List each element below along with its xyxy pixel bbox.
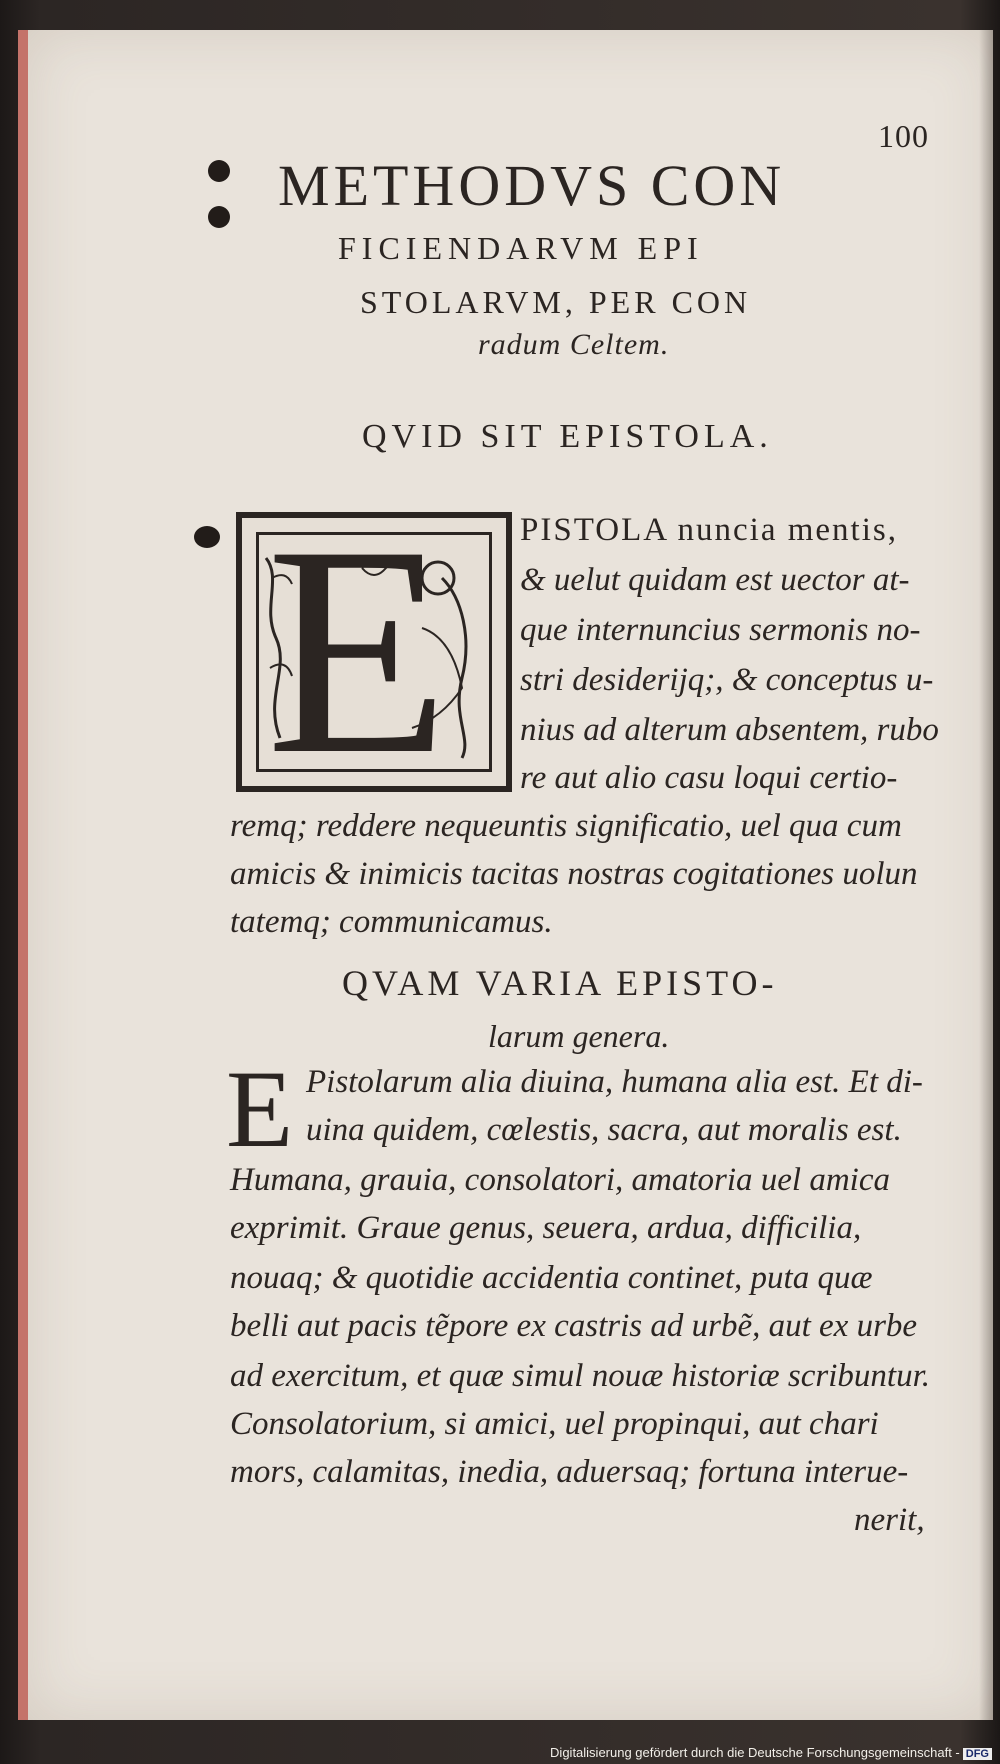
digitization-credit	[550, 1745, 992, 1760]
text-line: belli aut pacis tẽpore ex castris ad urbẽ, aut ex urbe	[230, 1308, 918, 1344]
ink-blot	[208, 206, 230, 228]
text-line: re aut alio casu loqui certio-	[520, 760, 898, 796]
title-line-3: STOLARVM, PER CON	[360, 284, 752, 320]
text-line: stri desiderijq;, & conceptus u-	[520, 662, 934, 698]
ink-blot	[208, 160, 230, 182]
text-line: remq; reddere nequeuntis significatio, uel qua cum	[230, 808, 902, 844]
dfg-logo: DFG	[963, 1748, 992, 1760]
initial-letter-2: E	[226, 1048, 294, 1170]
section-heading-2: QVAM VARIA EPISTO-	[342, 963, 778, 1003]
decorated-initial	[236, 484, 512, 816]
title-line-4: radum Celtem.	[478, 328, 670, 361]
text-line: ad exercitum, et quæ simul nouæ historiæ scribuntur.	[230, 1358, 931, 1394]
text-line: Humana, grauia, consolatori, amatoria uel amica	[230, 1162, 890, 1198]
section-heading-2-sub: larum genera.	[488, 1018, 670, 1054]
section-heading-1: QVID SIT EPISTOLA.	[362, 418, 773, 455]
credit-text: Digitalisierung gefördert durch die Deutsche Forschungsgemeinschaft -	[550, 1745, 960, 1760]
text-line: que internuncius sermonis no-	[520, 612, 921, 648]
page-number: 100	[878, 118, 929, 154]
initial-letter: E	[266, 484, 450, 816]
text-line: tatemq; communicamus.	[230, 904, 553, 940]
text-line: nouaq; & quotidie accidentia continet, puta quæ	[230, 1260, 873, 1296]
text-line: nius ad alterum absentem, rubo	[520, 712, 939, 748]
title-line-1: METHODVS CON	[278, 153, 786, 218]
text-line: Pistolarum alia diuina, humana alia est. Et di-	[306, 1064, 923, 1100]
title-line-2: FICIENDARVM EPI	[338, 230, 704, 266]
ink-blot	[194, 526, 220, 548]
text-line: uina quidem, cœlestis, sacra, aut moralis est.	[306, 1112, 902, 1148]
text-line: Consolatorium, si amici, uel propinqui, aut chari	[230, 1406, 879, 1442]
text-line: & uelut quidam est uector at-	[520, 562, 910, 598]
text-line: exprimit. Graue genus, seuera, ardua, difficilia,	[230, 1210, 862, 1246]
catchword: nerit,	[854, 1502, 925, 1538]
text-line: amicis & inimicis tacitas nostras cogitationes uolun	[230, 856, 918, 892]
text-line: mors, calamitas, inedia, aduersaq; fortuna interue-	[230, 1454, 909, 1490]
text-line: PISTOLA nuncia mentis,	[520, 512, 898, 548]
